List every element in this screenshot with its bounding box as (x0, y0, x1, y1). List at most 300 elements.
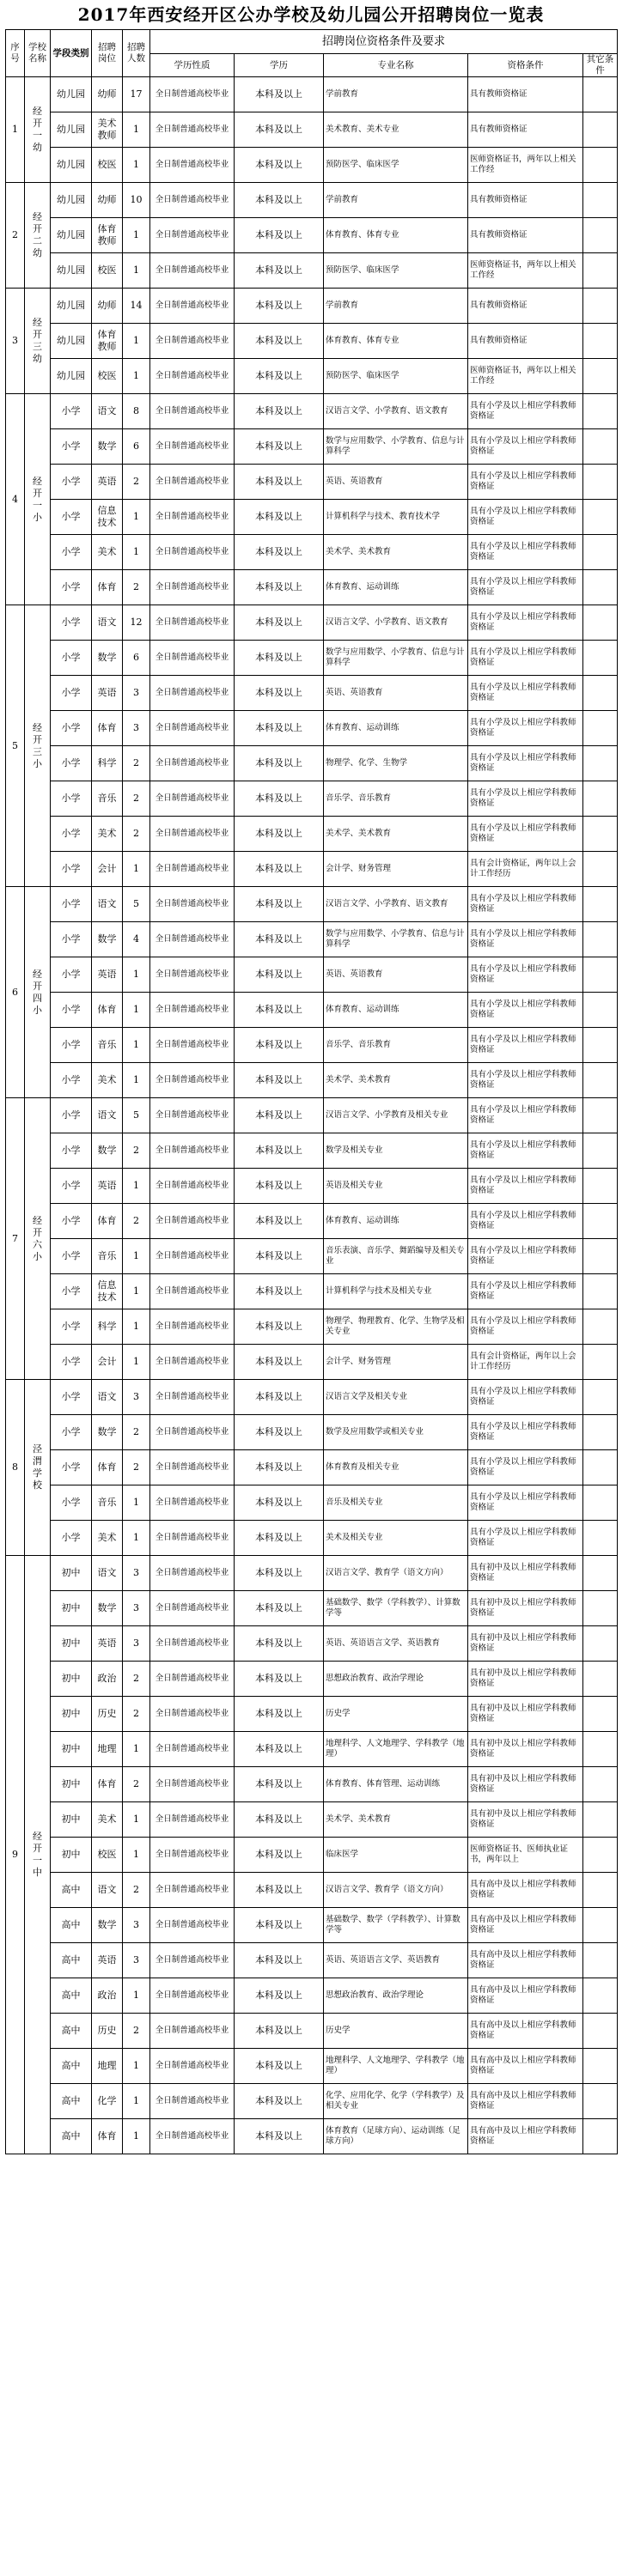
certificate-cell: 具有教师资格证 (468, 112, 583, 148)
other-cell (583, 1239, 618, 1274)
count-cell: 6 (123, 429, 150, 465)
table-row (6, 289, 618, 324)
count-cell: 1 (123, 2049, 150, 2084)
education-type-cell: 全日制普通高校毕业 (150, 1098, 235, 1133)
category-cell: 小学 (51, 1345, 92, 1380)
education-type-cell: 全日制普通高校毕业 (150, 1943, 235, 1978)
count-cell: 5 (123, 1098, 150, 1133)
post-cell: 英语 (92, 957, 123, 993)
category-cell: 幼儿园 (51, 148, 92, 183)
major-cell: 预防医学、临床医学 (324, 359, 468, 394)
header-degree: 学历 (235, 54, 324, 77)
major-cell: 体育教育、运动训练 (324, 1204, 468, 1239)
table-row (6, 1908, 618, 1943)
post-cell: 语文 (92, 1380, 123, 1415)
major-cell: 数学及应用数学或相关专业 (324, 1415, 468, 1450)
education-type-cell: 全日制普通高校毕业 (150, 183, 235, 218)
category-cell: 幼儿园 (51, 359, 92, 394)
certificate-cell: 具有小学及以上相应学科教师资格证 (468, 957, 583, 993)
category-cell: 高中 (51, 2119, 92, 2154)
certificate-cell: 具有高中及以上相应学科教师资格证 (468, 1978, 583, 2014)
school-name-cell: 经开二幼 (25, 183, 51, 289)
other-cell (583, 852, 618, 887)
count-cell: 1 (123, 500, 150, 535)
degree-cell: 本科及以上 (235, 1309, 324, 1345)
category-cell: 小学 (51, 887, 92, 922)
certificate-cell: 具有小学及以上相应学科教师资格证 (468, 1450, 583, 1485)
other-cell (583, 641, 618, 676)
count-cell: 6 (123, 641, 150, 676)
education-type-cell: 全日制普通高校毕业 (150, 359, 235, 394)
education-type-cell: 全日制普通高校毕业 (150, 1485, 235, 1521)
post-cell: 英语 (92, 1943, 123, 1978)
post-cell: 幼师 (92, 183, 123, 218)
education-type-cell: 全日制普通高校毕业 (150, 1521, 235, 1556)
table-row (6, 1028, 618, 1063)
count-cell: 2 (123, 817, 150, 852)
certificate-cell: 具有教师资格证 (468, 77, 583, 112)
category-cell: 小学 (51, 1133, 92, 1169)
category-cell: 小学 (51, 1274, 92, 1309)
table-row (6, 535, 618, 570)
other-cell (583, 429, 618, 465)
education-type-cell: 全日制普通高校毕业 (150, 1591, 235, 1626)
category-cell: 初中 (51, 1591, 92, 1626)
count-cell: 3 (123, 1591, 150, 1626)
header-school: 学校名称 (25, 30, 51, 77)
post-cell: 体育 (92, 711, 123, 746)
education-type-cell: 全日制普通高校毕业 (150, 605, 235, 641)
major-cell: 体育教育、运动训练 (324, 570, 468, 605)
count-cell: 14 (123, 289, 150, 324)
table-body (6, 77, 618, 2154)
other-cell (583, 253, 618, 289)
post-cell: 英语 (92, 1169, 123, 1204)
other-cell (583, 500, 618, 535)
category-cell: 初中 (51, 1767, 92, 1802)
education-type-cell: 全日制普通高校毕业 (150, 535, 235, 570)
count-cell: 1 (123, 1732, 150, 1767)
certificate-cell: 具有教师资格证 (468, 218, 583, 253)
degree-cell: 本科及以上 (235, 253, 324, 289)
table-row (6, 1169, 618, 1204)
education-type-cell: 全日制普通高校毕业 (150, 1767, 235, 1802)
education-type-cell: 全日制普通高校毕业 (150, 1802, 235, 1838)
certificate-cell: 具有教师资格证 (468, 324, 583, 359)
category-cell: 小学 (51, 852, 92, 887)
table-row (6, 641, 618, 676)
category-cell: 小学 (51, 711, 92, 746)
major-cell: 英语、英语教育 (324, 676, 468, 711)
certificate-cell: 具有高中及以上相应学科教师资格证 (468, 2049, 583, 2084)
major-cell: 美术及相关专业 (324, 1521, 468, 1556)
certificate-cell: 具有小学及以上相应学科教师资格证 (468, 1485, 583, 1521)
table-row (6, 570, 618, 605)
degree-cell: 本科及以上 (235, 183, 324, 218)
category-cell: 小学 (51, 429, 92, 465)
certificate-cell: 具有教师资格证 (468, 289, 583, 324)
post-cell: 体育教师 (92, 218, 123, 253)
table-row (6, 1450, 618, 1485)
education-type-cell: 全日制普通高校毕业 (150, 1838, 235, 1873)
count-cell: 1 (123, 1838, 150, 1873)
certificate-cell: 具有小学及以上相应学科教师资格证 (468, 605, 583, 641)
table-row (6, 77, 618, 112)
other-cell (583, 2014, 618, 2049)
education-type-cell: 全日制普通高校毕业 (150, 570, 235, 605)
table-row (6, 1239, 618, 1274)
education-type-cell: 全日制普通高校毕业 (150, 1380, 235, 1415)
count-cell: 17 (123, 77, 150, 112)
degree-cell: 本科及以上 (235, 1239, 324, 1274)
degree-cell: 本科及以上 (235, 465, 324, 500)
education-type-cell: 全日制普通高校毕业 (150, 1204, 235, 1239)
education-type-cell: 全日制普通高校毕业 (150, 1873, 235, 1908)
post-cell: 数学 (92, 1908, 123, 1943)
table-row (6, 1802, 618, 1838)
degree-cell: 本科及以上 (235, 1943, 324, 1978)
certificate-cell: 具有小学及以上相应学科教师资格证 (468, 887, 583, 922)
category-cell: 初中 (51, 1662, 92, 1697)
category-cell: 高中 (51, 2014, 92, 2049)
degree-cell: 本科及以上 (235, 1908, 324, 1943)
count-cell: 1 (123, 148, 150, 183)
count-cell: 5 (123, 887, 150, 922)
count-cell: 1 (123, 1485, 150, 1521)
major-cell: 英语、英语教育 (324, 957, 468, 993)
category-cell: 小学 (51, 1239, 92, 1274)
page-title: 2017年西安经开区公办学校及幼儿园公开招聘岗位一览表 (77, 4, 545, 25)
major-cell: 思想政治教育、政治学理论 (324, 1978, 468, 2014)
post-cell: 体育 (92, 993, 123, 1028)
category-cell: 初中 (51, 1838, 92, 1873)
degree-cell: 本科及以上 (235, 2084, 324, 2119)
degree-cell: 本科及以上 (235, 641, 324, 676)
table-row (6, 922, 618, 957)
major-cell: 基础数学、数学（学科教学）、计算数学等 (324, 1591, 468, 1626)
category-cell: 幼儿园 (51, 77, 92, 112)
post-cell: 会计 (92, 1345, 123, 1380)
education-type-cell: 全日制普通高校毕业 (150, 1274, 235, 1309)
other-cell (583, 1873, 618, 1908)
post-cell: 地理 (92, 1732, 123, 1767)
major-cell: 预防医学、临床医学 (324, 253, 468, 289)
header-requirements: 招聘岗位资格条件及要求 (150, 30, 618, 54)
other-cell (583, 1133, 618, 1169)
major-cell: 英语、英语教育 (324, 465, 468, 500)
post-cell: 体育 (92, 1450, 123, 1485)
category-cell: 高中 (51, 1978, 92, 2014)
header-count: 招聘人数 (123, 30, 150, 77)
major-cell: 音乐及相关专业 (324, 1485, 468, 1521)
category-cell: 初中 (51, 1732, 92, 1767)
certificate-cell: 具有小学及以上相应学科教师资格证 (468, 1063, 583, 1098)
seq-cell: 7 (6, 1098, 25, 1380)
post-cell: 校医 (92, 253, 123, 289)
school-name-cell: 泾渭学校 (25, 1380, 51, 1556)
table-row (6, 324, 618, 359)
category-cell: 小学 (51, 641, 92, 676)
other-cell (583, 993, 618, 1028)
count-cell: 1 (123, 1978, 150, 2014)
major-cell: 数学与应用数学、小学教育、信息与计算科学 (324, 429, 468, 465)
degree-cell: 本科及以上 (235, 1591, 324, 1626)
post-cell: 地理 (92, 2049, 123, 2084)
table-row (6, 887, 618, 922)
education-type-cell: 全日制普通高校毕业 (150, 746, 235, 781)
degree-cell: 本科及以上 (235, 1697, 324, 1732)
education-type-cell: 全日制普通高校毕业 (150, 852, 235, 887)
count-cell: 3 (123, 1626, 150, 1662)
other-cell (583, 148, 618, 183)
category-cell: 小学 (51, 676, 92, 711)
education-type-cell: 全日制普通高校毕业 (150, 148, 235, 183)
seq-cell: 8 (6, 1380, 25, 1556)
other-cell (583, 2119, 618, 2154)
degree-cell: 本科及以上 (235, 711, 324, 746)
post-cell: 历史 (92, 1697, 123, 1732)
post-cell: 校医 (92, 359, 123, 394)
count-cell: 4 (123, 922, 150, 957)
degree-cell: 本科及以上 (235, 1345, 324, 1380)
education-type-cell: 全日制普通高校毕业 (150, 394, 235, 429)
other-cell (583, 676, 618, 711)
other-cell (583, 1802, 618, 1838)
count-cell: 1 (123, 535, 150, 570)
post-cell: 体育 (92, 1204, 123, 1239)
certificate-cell: 具有小学及以上相应学科教师资格证 (468, 1521, 583, 1556)
post-cell: 数学 (92, 1415, 123, 1450)
post-cell: 数学 (92, 429, 123, 465)
other-cell (583, 1838, 618, 1873)
degree-cell: 本科及以上 (235, 1732, 324, 1767)
other-cell (583, 957, 618, 993)
post-cell: 语文 (92, 1556, 123, 1591)
degree-cell: 本科及以上 (235, 922, 324, 957)
certificate-cell: 具有小学及以上相应学科教师资格证 (468, 1239, 583, 1274)
degree-cell: 本科及以上 (235, 605, 324, 641)
education-type-cell: 全日制普通高校毕业 (150, 2119, 235, 2154)
degree-cell: 本科及以上 (235, 1380, 324, 1415)
education-type-cell: 全日制普通高校毕业 (150, 289, 235, 324)
school-name-cell: 经开三小 (25, 605, 51, 887)
other-cell (583, 324, 618, 359)
table-row (6, 2014, 618, 2049)
count-cell: 1 (123, 1345, 150, 1380)
other-cell (583, 1450, 618, 1485)
table-row (6, 1485, 618, 1521)
category-cell: 初中 (51, 1697, 92, 1732)
education-type-cell: 全日制普通高校毕业 (150, 1450, 235, 1485)
count-cell: 2 (123, 1133, 150, 1169)
table-row (6, 500, 618, 535)
post-cell: 英语 (92, 1626, 123, 1662)
education-type-cell: 全日制普通高校毕业 (150, 957, 235, 993)
table-row (6, 1873, 618, 1908)
other-cell (583, 1309, 618, 1345)
post-cell: 会计 (92, 852, 123, 887)
degree-cell: 本科及以上 (235, 781, 324, 817)
other-cell (583, 1626, 618, 1662)
education-type-cell: 全日制普通高校毕业 (150, 1239, 235, 1274)
table-row (6, 1697, 618, 1732)
category-cell: 小学 (51, 1098, 92, 1133)
category-cell: 小学 (51, 746, 92, 781)
count-cell: 2 (123, 1767, 150, 1802)
major-cell: 历史学 (324, 1697, 468, 1732)
major-cell: 美术学、美术教育 (324, 817, 468, 852)
major-cell: 体育教育、体育专业 (324, 324, 468, 359)
count-cell: 1 (123, 1028, 150, 1063)
major-cell: 汉语言文学、小学教育、语文教育 (324, 605, 468, 641)
post-cell: 体育 (92, 1767, 123, 1802)
major-cell: 音乐学、音乐教育 (324, 1028, 468, 1063)
table-row (6, 993, 618, 1028)
certificate-cell: 具有小学及以上相应学科教师资格证 (468, 817, 583, 852)
major-cell: 地理科学、人文地理学、学科教学（地理） (324, 1732, 468, 1767)
post-cell: 化学 (92, 2084, 123, 2119)
degree-cell: 本科及以上 (235, 394, 324, 429)
other-cell (583, 465, 618, 500)
post-cell: 英语 (92, 465, 123, 500)
major-cell: 汉语言文学、小学教育、语文教育 (324, 887, 468, 922)
certificate-cell: 医师资格证书，两年以上相关工作经 (468, 253, 583, 289)
certificate-cell: 具有小学及以上相应学科教师资格证 (468, 535, 583, 570)
degree-cell: 本科及以上 (235, 2119, 324, 2154)
certificate-cell: 具有小学及以上相应学科教师资格证 (468, 1274, 583, 1309)
other-cell (583, 1591, 618, 1626)
major-cell: 计算机科学与技术、教育技术学 (324, 500, 468, 535)
post-cell: 校医 (92, 148, 123, 183)
post-cell: 英语 (92, 676, 123, 711)
post-cell: 幼师 (92, 289, 123, 324)
certificate-cell: 具有高中及以上相应学科教师资格证 (468, 1908, 583, 1943)
certificate-cell: 具有高中及以上相应学科教师资格证 (468, 2084, 583, 2119)
table-row (6, 112, 618, 148)
other-cell (583, 1767, 618, 1802)
count-cell: 2 (123, 1873, 150, 1908)
major-cell: 学前教育 (324, 183, 468, 218)
major-cell: 数学及相关专业 (324, 1133, 468, 1169)
table-row (6, 605, 618, 641)
other-cell (583, 1662, 618, 1697)
degree-cell: 本科及以上 (235, 1873, 324, 1908)
count-cell: 1 (123, 2084, 150, 2119)
certificate-cell: 具有高中及以上相应学科教师资格证 (468, 2119, 583, 2154)
post-cell: 信息技术 (92, 1274, 123, 1309)
header-category: 学段类别 (51, 30, 92, 77)
category-cell: 小学 (51, 1309, 92, 1345)
count-cell: 1 (123, 112, 150, 148)
header-seq: 序号 (6, 30, 25, 77)
education-type-cell: 全日制普通高校毕业 (150, 1662, 235, 1697)
header-other: 其它条件 (583, 54, 618, 77)
degree-cell: 本科及以上 (235, 148, 324, 183)
major-cell: 化学、应用化学、化学（学科教学）及相关专业 (324, 2084, 468, 2119)
category-cell: 小学 (51, 500, 92, 535)
other-cell (583, 1345, 618, 1380)
count-cell: 1 (123, 1274, 150, 1309)
other-cell (583, 746, 618, 781)
count-cell: 1 (123, 218, 150, 253)
count-cell: 2 (123, 465, 150, 500)
major-cell: 地理科学、人文地理学、学科教学（地理） (324, 2049, 468, 2084)
education-type-cell: 全日制普通高校毕业 (150, 2084, 235, 2119)
other-cell (583, 1169, 618, 1204)
table-row (6, 148, 618, 183)
degree-cell: 本科及以上 (235, 1133, 324, 1169)
other-cell (583, 1556, 618, 1591)
other-cell (583, 887, 618, 922)
education-type-cell: 全日制普通高校毕业 (150, 1169, 235, 1204)
other-cell (583, 1943, 618, 1978)
major-cell: 美术学、美术教育 (324, 1063, 468, 1098)
table-row (6, 1732, 618, 1767)
education-type-cell: 全日制普通高校毕业 (150, 676, 235, 711)
post-cell: 美术 (92, 1802, 123, 1838)
degree-cell: 本科及以上 (235, 218, 324, 253)
education-type-cell: 全日制普通高校毕业 (150, 887, 235, 922)
major-cell: 音乐学、音乐教育 (324, 781, 468, 817)
certificate-cell: 具有会计资格证，两年以上会计工作经历 (468, 1345, 583, 1380)
post-cell: 美术 (92, 535, 123, 570)
certificate-cell: 具有小学及以上相应学科教师资格证 (468, 1204, 583, 1239)
count-cell: 2 (123, 1450, 150, 1485)
table-row (6, 1662, 618, 1697)
category-cell: 小学 (51, 1204, 92, 1239)
certificate-cell: 具有小学及以上相应学科教师资格证 (468, 711, 583, 746)
degree-cell: 本科及以上 (235, 1063, 324, 1098)
table-row (6, 1063, 618, 1098)
other-cell (583, 1415, 618, 1450)
count-cell: 1 (123, 324, 150, 359)
post-cell: 历史 (92, 2014, 123, 2049)
major-cell: 汉语言文学及相关专业 (324, 1380, 468, 1415)
category-cell: 高中 (51, 1943, 92, 1978)
degree-cell: 本科及以上 (235, 77, 324, 112)
other-cell (583, 605, 618, 641)
table-row (6, 1838, 618, 1873)
school-name-cell: 经开三幼 (25, 289, 51, 394)
certificate-cell: 具有小学及以上相应学科教师资格证 (468, 570, 583, 605)
table-row (6, 2119, 618, 2154)
post-cell: 幼师 (92, 77, 123, 112)
count-cell: 1 (123, 253, 150, 289)
category-cell: 小学 (51, 817, 92, 852)
other-cell (583, 218, 618, 253)
category-cell: 小学 (51, 394, 92, 429)
degree-cell: 本科及以上 (235, 112, 324, 148)
category-cell: 小学 (51, 605, 92, 641)
other-cell (583, 2084, 618, 2119)
education-type-cell: 全日制普通高校毕业 (150, 1309, 235, 1345)
category-cell: 小学 (51, 1028, 92, 1063)
category-cell: 小学 (51, 465, 92, 500)
certificate-cell: 具有初中及以上相应学科教师资格证 (468, 1662, 583, 1697)
post-cell: 数学 (92, 641, 123, 676)
major-cell: 数学与应用数学、小学教育、信息与计算科学 (324, 641, 468, 676)
major-cell: 体育教育（足球方向）、运动训练（足球方向） (324, 2119, 468, 2154)
school-name-cell: 经开一小 (25, 394, 51, 605)
table-row (6, 2049, 618, 2084)
major-cell: 汉语言文学、教育学（语文方向） (324, 1556, 468, 1591)
table-row (6, 253, 618, 289)
post-cell: 语文 (92, 887, 123, 922)
table-row (6, 359, 618, 394)
major-cell: 汉语言文学、教育学（语文方向） (324, 1873, 468, 1908)
table-row (6, 1591, 618, 1626)
other-cell (583, 1274, 618, 1309)
